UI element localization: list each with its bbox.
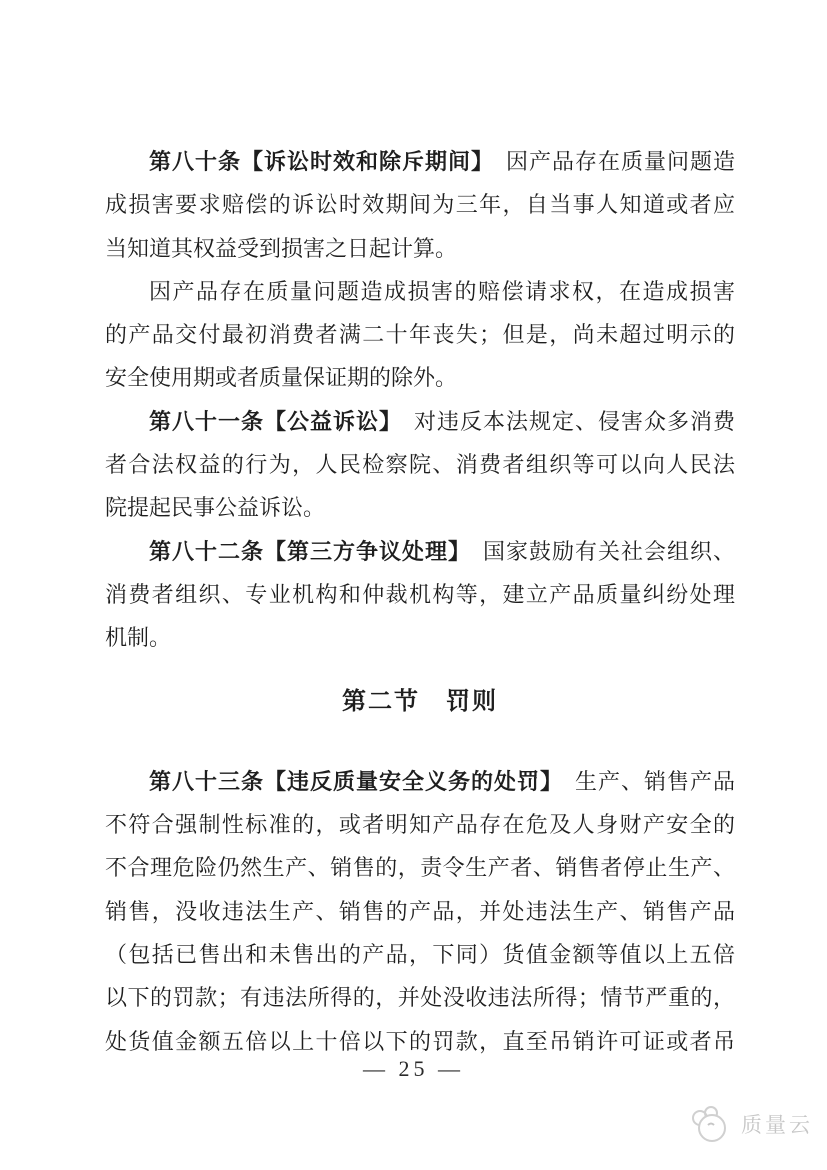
text-line: 因产品存在质量问题造成损害的赔偿请求权，在造成损害 (149, 278, 735, 304)
text-line: 机制。 (105, 625, 172, 651)
text-line: （包括已售出和未售出的产品，下同）货值金额等值以上五倍 (105, 942, 735, 968)
text-line: 消费者组织、专业机构和仲裁机构等，建立产品质量纠纷处理 (105, 581, 735, 607)
page-number: — 25 — (363, 1056, 464, 1081)
watermark (688, 1104, 813, 1144)
text-line: 当知道其权益受到损害之日起计算。 (105, 235, 458, 261)
text-line: 的产品交付最初消费者满二十年丧失；但是，尚未超过明示的 (105, 322, 735, 348)
article-text: 生产、销售产品 (551, 768, 735, 794)
article-number-label: 第八十一条【公益诉讼】 (149, 408, 391, 434)
article-paragraph (105, 400, 735, 530)
text-line: 不合理危险仍然生产、销售的，责令生产者、销售者停止生产、 (105, 855, 735, 881)
text-line (105, 760, 735, 803)
article-paragraph (105, 530, 735, 660)
document-body (105, 140, 735, 1063)
section-heading: 第二节 罚则 (342, 687, 498, 715)
text-line: 不符合强制性标准的，或者明知产品存在危及人身财产安全的 (105, 812, 735, 838)
article-text: 国家鼓励有关社会组织、 (459, 538, 735, 564)
article-number-label: 第八十条【诉讼时效和除斥期间】 (149, 149, 483, 174)
watermark-text: 质量云 (741, 1114, 813, 1137)
text-line: 者合法权益的行为，人民检察院、消费者组织等可以向人民法 (105, 452, 735, 478)
article-number-label: 第八十二条【第三方争议处理】 (149, 538, 460, 564)
text-line: 处货值金额五倍以上十倍以下的罚款，直至吊销许可证或者吊 (105, 1028, 735, 1054)
text-line: 以下的罚款；有违法所得的，并处没收违法所得；情节严重的， (105, 985, 735, 1011)
cloud-logo-icon (688, 1104, 732, 1144)
article-paragraph (105, 760, 735, 1063)
text-line: 销售，没收违法生产、销售的产品，并处违法生产、销售产品 (105, 898, 735, 924)
text-line (105, 400, 735, 443)
article-text: 对违反本法规定、侵害众多消费 (391, 408, 735, 434)
text-line (105, 140, 735, 183)
text-line: 成损害要求赔偿的诉讼时效期间为三年，自当事人知道或者应 (105, 192, 735, 218)
text-line: 院提起民事公益诉讼。 (105, 495, 326, 521)
text-line: 安全使用期或者质量保证期的除外。 (105, 365, 458, 391)
article-number-label: 第八十三条【违反质量安全义务的处罚】 (149, 768, 552, 794)
article-paragraph (105, 140, 735, 270)
paragraphs-container (105, 140, 735, 1063)
text-line (105, 530, 735, 573)
article-text: 因产品存在质量问题造 (482, 149, 735, 174)
paragraph (105, 270, 735, 400)
